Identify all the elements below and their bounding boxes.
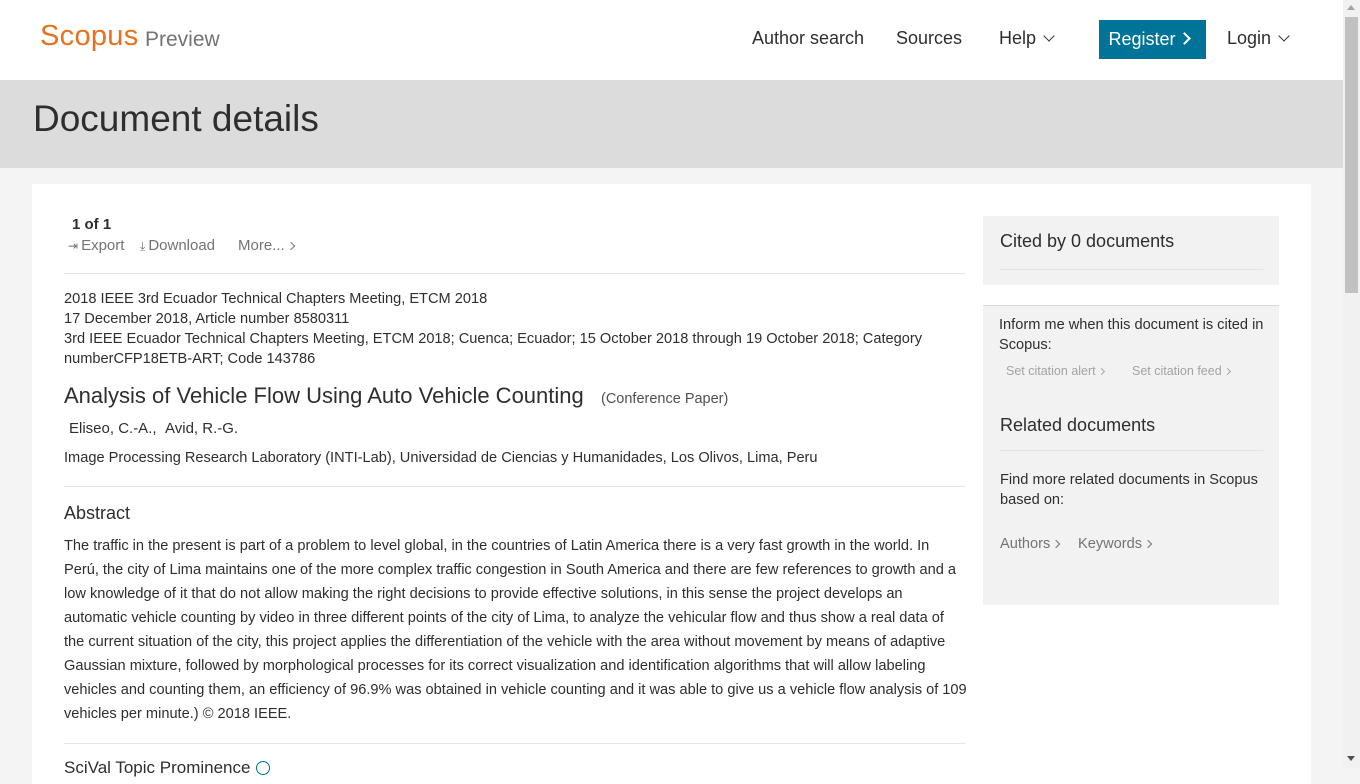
page-scrollbar[interactable] [1343, 0, 1360, 768]
related-documents-heading: Related documents [1000, 415, 1156, 435]
export-icon: ⇥ [68, 239, 79, 253]
more-button[interactable] [238, 237, 294, 254]
more-label: More... [238, 237, 285, 254]
author-link[interactable]: Eliseo, C.-A., [69, 420, 157, 437]
login-menu[interactable] [1227, 28, 1288, 49]
cited-by-heading: Cited by 0 documents [1000, 231, 1175, 251]
register-label: Register [1108, 29, 1176, 49]
article-date-number: 17 December 2018, Article number 8580311 [64, 311, 350, 327]
affiliation: Image Processing Research Laboratory (INTI-Lab), Universidad de Ciencias y Humanidades, Los Olivos, Lima, Peru [64, 450, 818, 466]
author-link[interactable]: Avid, R.-G. [165, 420, 239, 437]
chevron-down-icon [1278, 30, 1289, 41]
chevron-right-icon [1224, 368, 1231, 375]
related-keywords-label: Keywords [1078, 536, 1143, 552]
source-title[interactable]: 2018 IEEE 3rd Ecuador Technical Chapters Meeting, ETCM 2018 [64, 291, 488, 307]
login-label: Login [1227, 28, 1272, 48]
page-title: Document details [33, 98, 319, 139]
chevron-right-icon [1178, 32, 1191, 45]
download-button[interactable] [140, 237, 215, 254]
download-label: Download [148, 237, 216, 254]
export-button[interactable] [68, 237, 124, 254]
info-icon[interactable] [256, 761, 270, 775]
set-citation-alert-link[interactable] [1006, 364, 1104, 378]
cited-by-panel [983, 216, 1279, 285]
divider [983, 305, 1279, 306]
scival-heading [64, 758, 270, 778]
alerts-related-panel [983, 305, 1279, 605]
source-metadata [64, 289, 944, 369]
set-citation-feed-link[interactable] [1132, 364, 1230, 378]
conference-details: 3rd IEEE Ecuador Technical Chapters Meeting, ETCM 2018; Cuenca; Ecuador; 15 October 2018 through 19 October 2018; Category numberCFP18ETB-ART; Code 143786 [64, 331, 923, 367]
divider [64, 273, 966, 274]
page-title-band [0, 80, 1343, 168]
chevron-right-icon [1052, 540, 1060, 548]
top-navigation-bar [0, 0, 1343, 80]
preview-label: Preview [145, 28, 220, 51]
chevron-right-icon [286, 242, 294, 250]
sources-link[interactable]: Sources [896, 28, 963, 48]
scopus-logo[interactable]: Scopus [40, 20, 139, 52]
related-authors-label: Authors [1000, 536, 1051, 552]
divider [1000, 269, 1263, 270]
divider [1000, 450, 1263, 451]
document-title: Analysis of Vehicle Flow Using Auto Vehicle Counting [64, 383, 584, 408]
divider [64, 486, 966, 487]
document-card [32, 184, 1311, 784]
chevron-down-icon [1043, 30, 1054, 41]
help-menu[interactable] [999, 28, 1053, 49]
scival-label: SciVal Topic Prominence [64, 758, 251, 777]
scrollbar-thumb[interactable] [1345, 17, 1358, 293]
document-type: (Conference Paper) [601, 391, 729, 407]
chevron-right-icon [1144, 540, 1152, 548]
abstract-heading: Abstract [64, 503, 131, 523]
abstract-text: The traffic in the present is part of a problem to level global, in the countries of Latin America there is a very fast growth in the world. In Perú, the city of Lima maintains one of the more complex traffic congestion in South America and there are few references to growth and a low knowledge of it that do not allow making the right decisions to provide effective solutions, in this sense the project develops an automatic vehicle counting by video in three different points of the city of Lima, to analyze the vehicular flow and thus show a real data of the current situation of the city, this project applies the differentiation of the vehicle with the area without movement by means of adaptive Gaussian mixture, followed by morphological processes for its correct visualization and identification algorithms that will allow labeling vehicles and counting them, an efficiency of 96.9% was obtained in vehicle counting and it was able to give us a vehicle flow analysis of 109 vehicles per minute.) © 2018 IEEE. [64, 538, 967, 722]
set-citation-alert-label: Set citation alert [1006, 364, 1096, 378]
related-keywords-link[interactable] [1078, 536, 1151, 552]
export-label: Export [81, 237, 125, 254]
set-citation-feed-label: Set citation feed [1132, 364, 1222, 378]
register-button[interactable] [1099, 20, 1206, 59]
chevron-right-icon [1098, 368, 1105, 375]
scroll-up-arrow-icon[interactable] [1347, 5, 1355, 10]
download-icon: ⤓ [140, 239, 146, 253]
citation-inform-text: Inform me when this document is cited in Scopus: [999, 317, 1264, 353]
help-label: Help [999, 28, 1037, 48]
find-more-text: Find more related documents in Scopus based on: [1000, 472, 1258, 508]
related-authors-link[interactable] [1000, 536, 1059, 552]
result-pager: 1 of 1 [72, 216, 112, 233]
scroll-down-arrow-icon[interactable] [1347, 756, 1355, 761]
author-search-link[interactable]: Author search [752, 28, 865, 48]
divider [64, 743, 966, 744]
